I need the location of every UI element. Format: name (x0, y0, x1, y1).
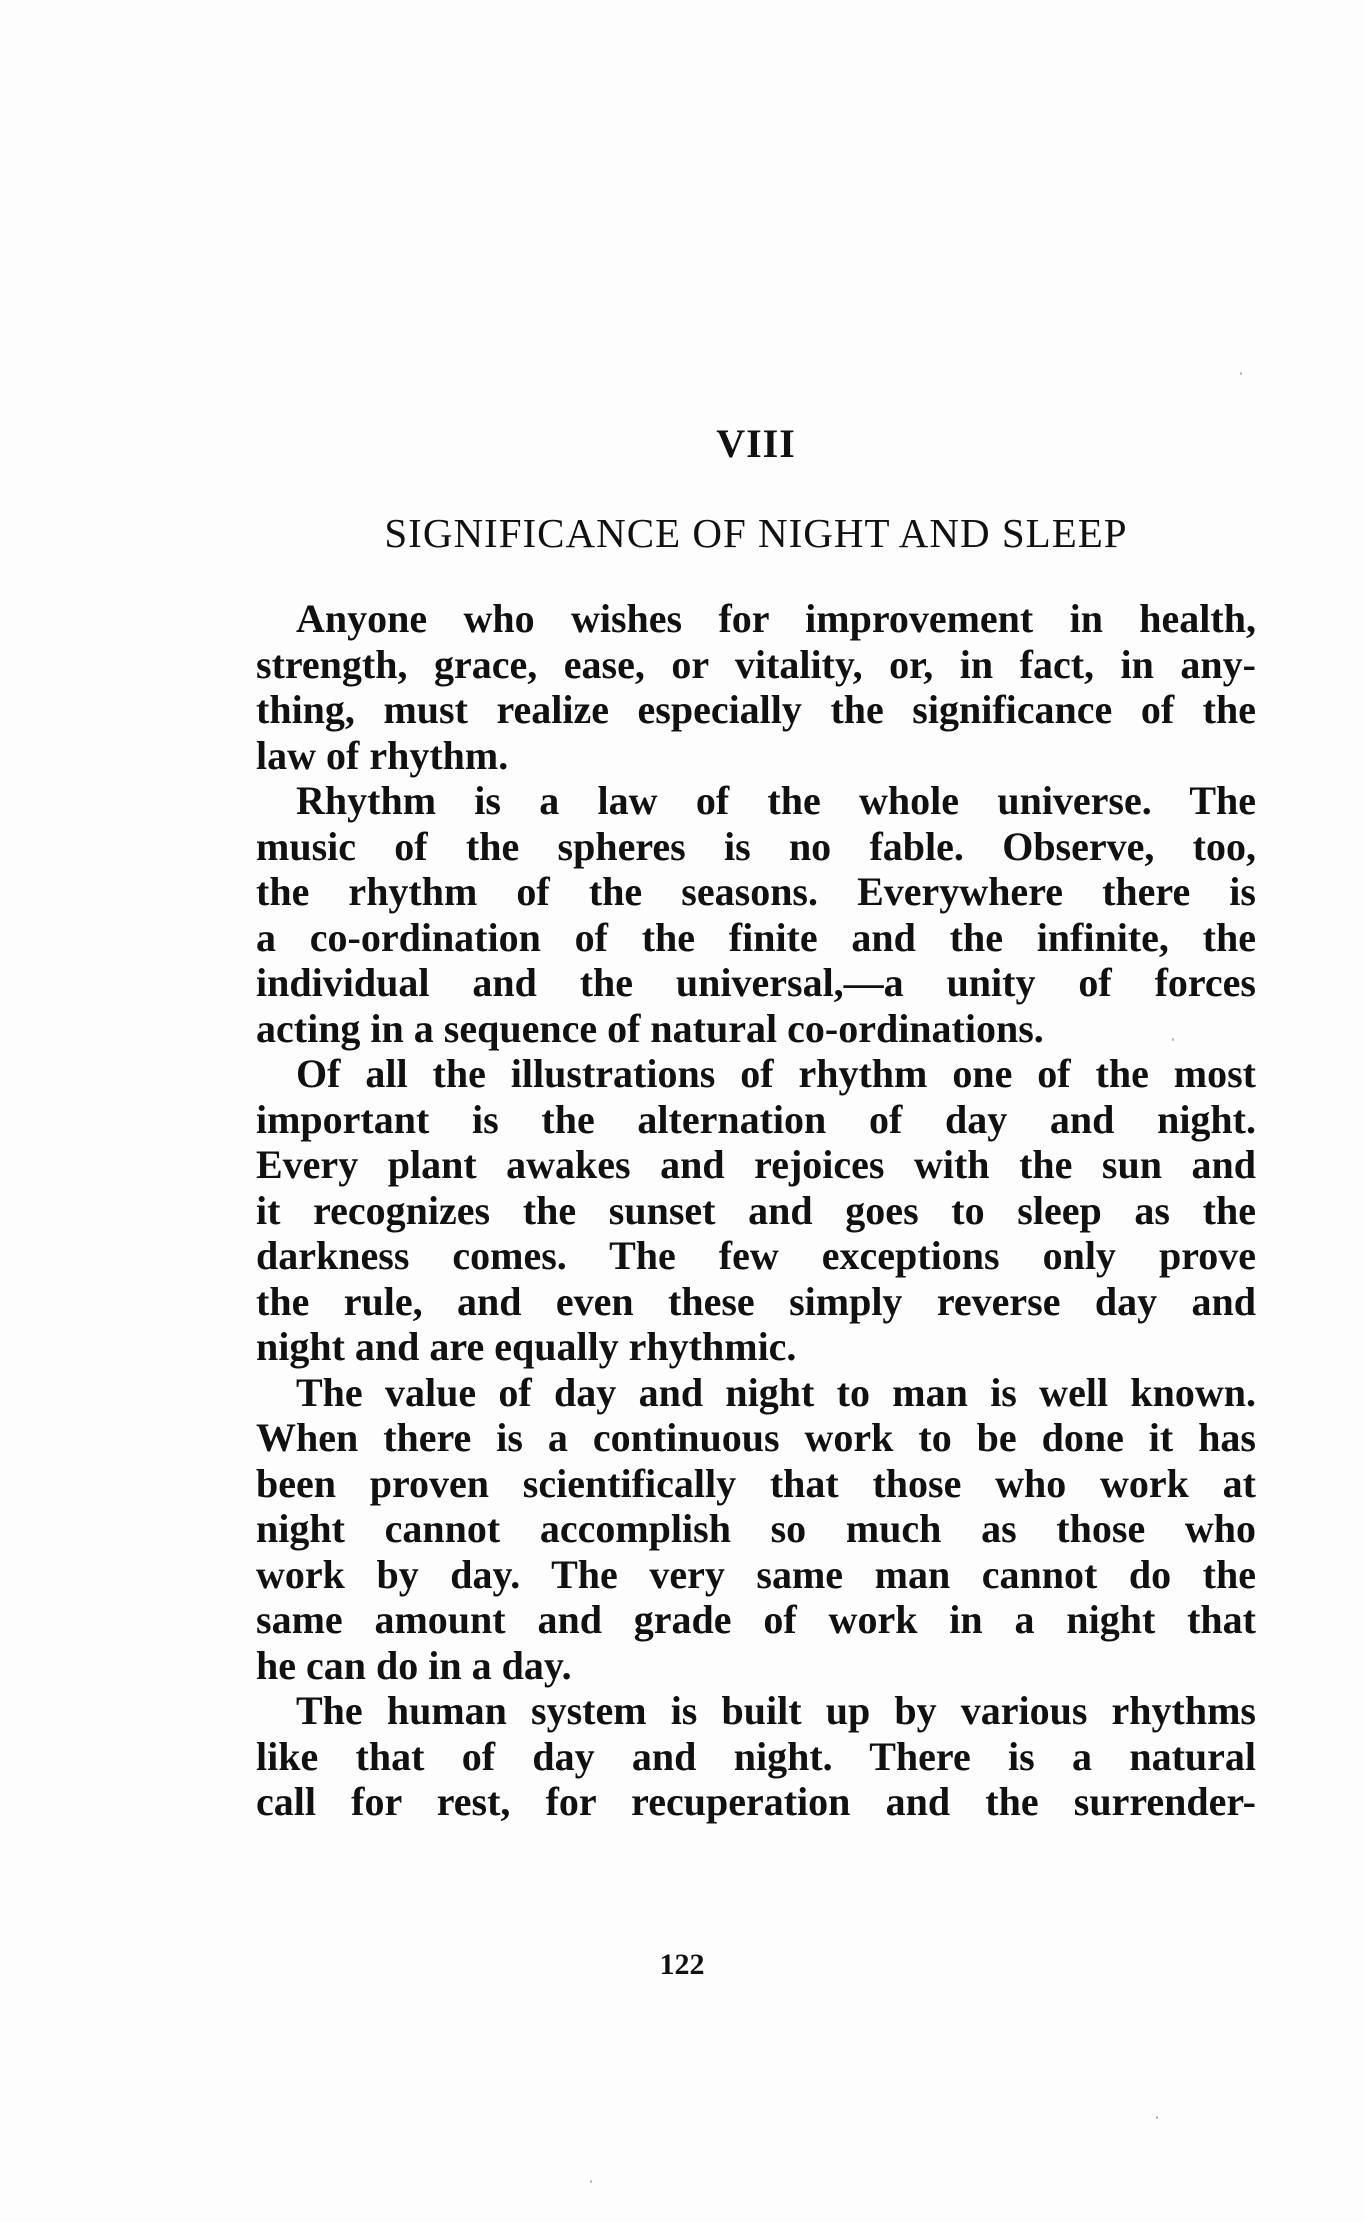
text-line: individual and the universal,—a unity of forces (256, 960, 1256, 1005)
text-line: When there is a continuous work to be done it has (256, 1415, 1256, 1460)
chapter-text (256, 420, 1256, 1825)
text-line: law of rhythm. (256, 732, 509, 778)
text-line: strength, grace, ease, or vitality, or, in fact, in any- (256, 641, 1256, 687)
text-line: thing, must realize especially the significance of the (256, 687, 1256, 732)
text-line: same amount and grade of work in a night that (256, 1597, 1256, 1642)
paragraph (256, 596, 1256, 778)
text-line: Of all the illustrations of rhythm one of the most (296, 1051, 1256, 1096)
paragraph (256, 1370, 1256, 1689)
text-line: music of the spheres is no fable. Observe, too, (256, 823, 1256, 869)
paper-speck (1240, 372, 1242, 375)
chapter-number: VIII (716, 421, 796, 466)
text-line: Every plant awakes and rejoices with the sun and (256, 1142, 1256, 1187)
paragraph (256, 1688, 1256, 1825)
text-line: work by day. The very same man cannot do the (256, 1551, 1256, 1597)
text-line: The value of day and night to man is well known. (296, 1369, 1256, 1415)
text-line: acting in a sequence of natural co-ordinations. (256, 1005, 1044, 1051)
text-line: The human system is built up by various rhythms (296, 1688, 1256, 1733)
text-line: Anyone who wishes for improvement in health, (296, 596, 1256, 641)
text-line: Rhythm is a law of the whole universe. The (296, 778, 1256, 823)
text-line: darkness comes. The few exceptions only prove (256, 1233, 1256, 1278)
paper-speck (590, 2180, 592, 2183)
text-line: like that of day and night. There is a natural (256, 1733, 1256, 1779)
chapter-title: SIGNIFICANCE OF NIGHT AND SLEEP (384, 510, 1128, 556)
text-line: the rule, and even these simply reverse day and (256, 1278, 1256, 1324)
text-line: a co-ordination of the finite and the infinite, the (256, 914, 1256, 960)
text-line: the rhythm of the seasons. Everywhere there is (256, 869, 1256, 914)
page-number: 122 (659, 1948, 705, 1981)
text-line: been proven scientifically that those who work at (256, 1460, 1256, 1506)
text-line: night and are equally rhythmic. (256, 1324, 797, 1369)
text-line: night cannot accomplish so much as those who (256, 1506, 1256, 1551)
paper-speck (1156, 2116, 1158, 2119)
paragraph (256, 1051, 1256, 1370)
text-line: call for rest, for recuperation and the surrender- (256, 1779, 1256, 1824)
text-line: it recognizes the sunset and goes to sleep as the (256, 1187, 1256, 1233)
text-line: he can do in a day. (256, 1642, 572, 1688)
text-line: important is the alternation of day and night. (256, 1096, 1256, 1142)
paragraph (256, 778, 1256, 1051)
